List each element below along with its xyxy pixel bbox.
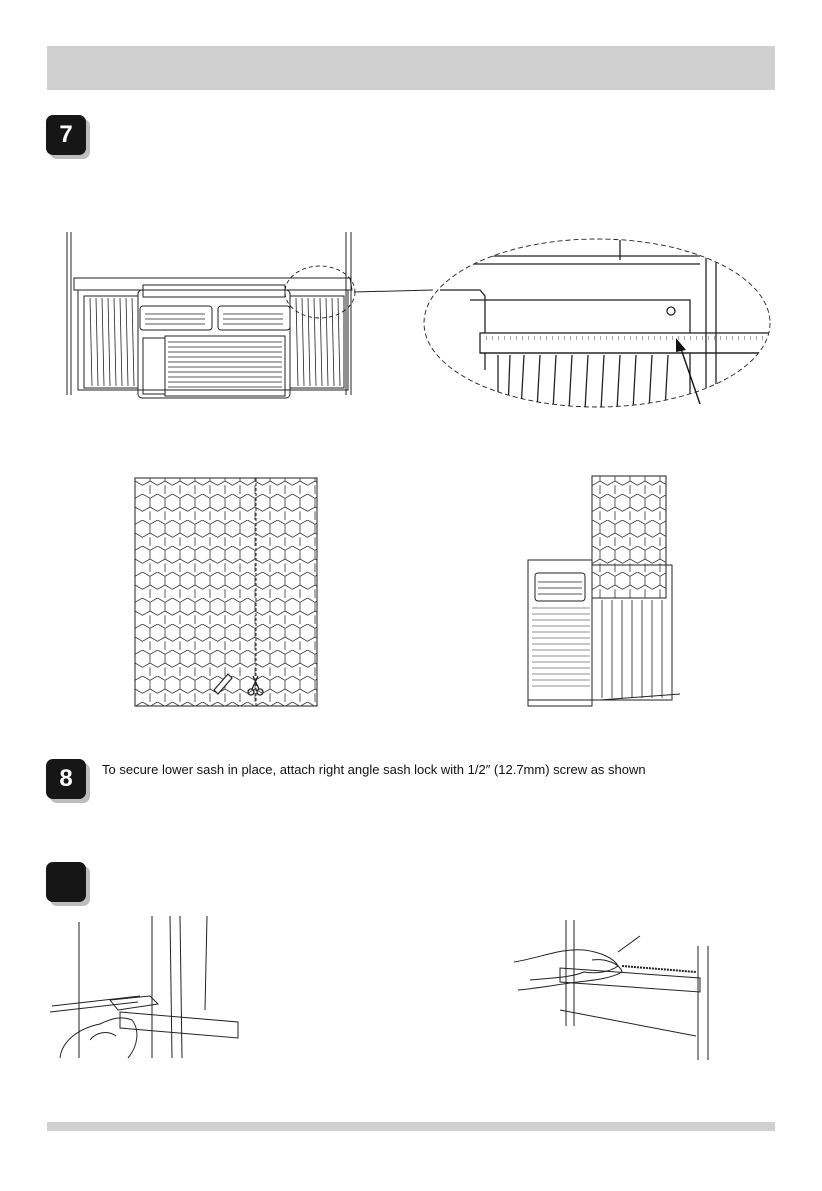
step-8-badge: 8 [46,759,86,799]
ac-unit-figure [67,232,352,398]
detail-magnified-view [420,239,780,410]
footer-bar [47,1122,775,1131]
step-8-instruction: To secure lower sash in place, attach right angle sash lock with 1/2″ (12.7mm) screw as shown [102,762,646,777]
step-7-badge: 7 [46,115,86,155]
seal-strip-figure [514,920,708,1060]
callout-leader-line [354,290,433,292]
sash-lock-figure [50,916,238,1058]
foam-panel-figure [135,478,317,706]
foam-installed-figure [528,476,680,706]
